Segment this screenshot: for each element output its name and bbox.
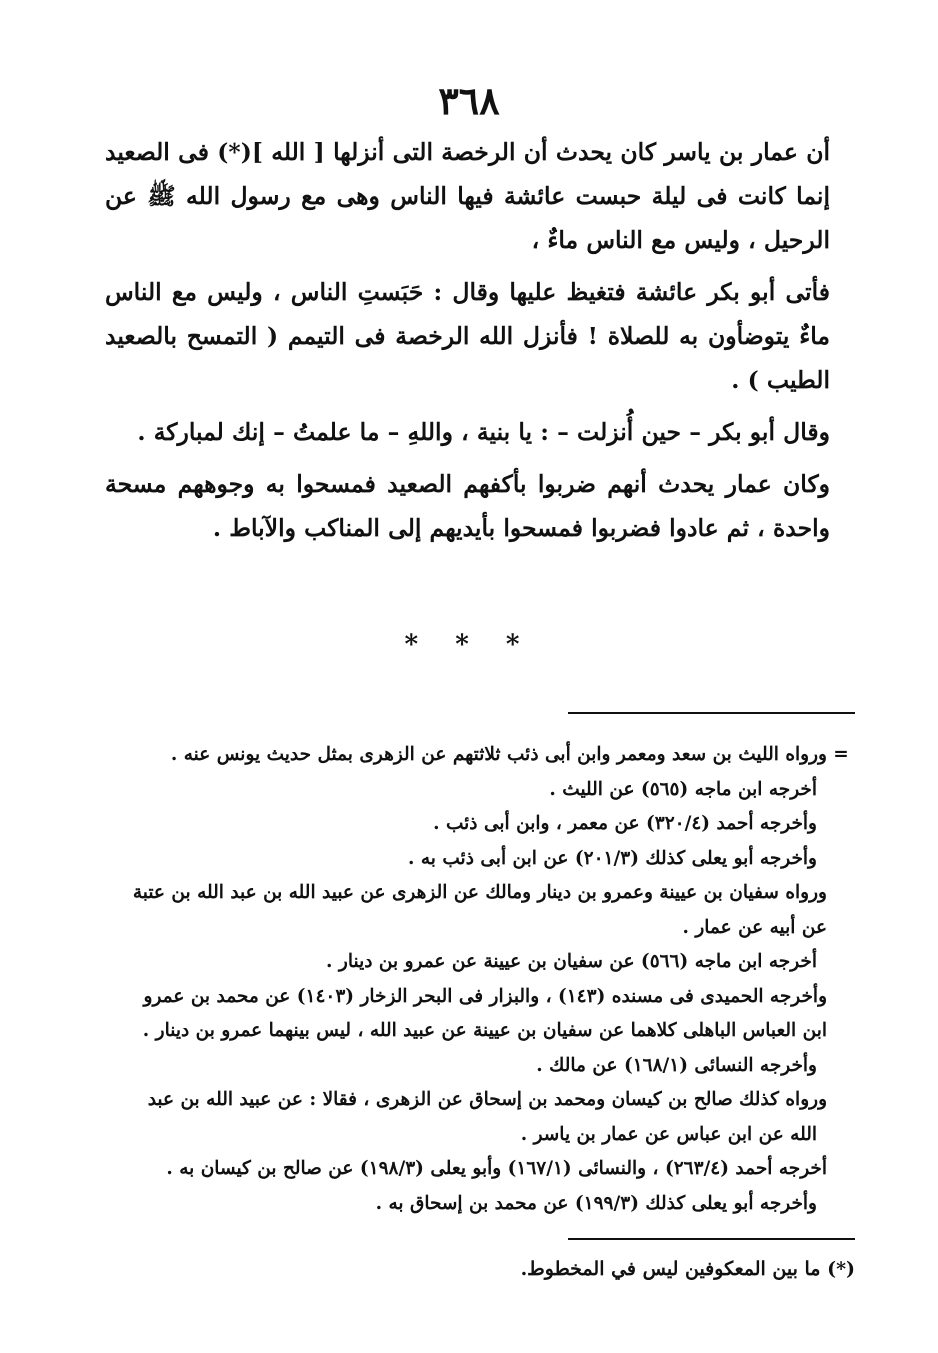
footnote-divider-bottom xyxy=(568,1238,855,1240)
main-paragraph: أن عمار بن ياسر كان يحدث أن الرخصة التى أنزلها [ الله ](*) فى الصعيد إنما كانت فى ليلة حبست عائشة فيها الناس وهى مع رسول الله ﷺ عن الرحيل ، وليس مع الناس ماءٌ ، xyxy=(105,138,830,254)
main-paragraph: فأتى أبو بكر عائشة فتغيظ عليها وقال : حَبَستِ الناس ، وليس مع الناس ماءٌ يتوضأون به للصلاة ! فأنزل الله الرخصة فى التيمم ( التمسح بالصعيد الطيب ) . xyxy=(105,278,830,394)
asterisk-footnote: (*) ما بين المعكوفين ليس في المخطوط. xyxy=(520,1258,855,1280)
footnote-line: وأخرجه النسائى (١٦٨/١) عن مالك . xyxy=(536,1054,817,1076)
page-number: ٣٦٨ xyxy=(438,78,500,123)
footnote-line: أخرجه ابن ماجه (٥٦٦) عن سفيان بن عيينة عن عمرو بن دينار . xyxy=(326,951,817,972)
footnote-divider-top xyxy=(568,712,855,714)
footnote-line: وأخرجه أحمد (٣٢٠/٤) عن معمر ، وابن أبى ذئب . xyxy=(433,813,817,834)
main-paragraph: وكان عمار يحدث أنهم ضربوا بأكفهم الصعيد فمسحوا به وجوههم مسحة واحدة ، ثم عادوا فضربوا فمسحوا بأيديهم إلى المناكب والآباط . xyxy=(105,470,830,542)
continuation-mark: = xyxy=(833,744,849,765)
footnote-line: ابن العباس الباهلى كلاهما عن سفيان بن عيينة عن عبيد الله ، ليس بينهما عمرو بن دينار . xyxy=(142,1020,827,1041)
footnote-line: أخرجه ابن ماجه (٥٦٥) عن الليث . xyxy=(549,778,817,800)
footnotes xyxy=(105,738,855,1221)
footnote-line: وأخرجه أبو يعلى كذلك (١٩٩/٣) عن محمد بن إسحاق به . xyxy=(375,1192,817,1214)
footnote-line: عن أبيه عن عمار . xyxy=(682,916,827,938)
main-paragraph: وقال أبو بكر – حين أُنزلت – : يا بنية ، واللهِ – ما علمتُ – إنك لمباركة . xyxy=(137,418,830,446)
footnote-line: ورواه سفيان بن عيينة وعمرو بن دينار ومالك عن الزهرى عن عبيد الله بن عبد الله بن عتبة xyxy=(132,882,827,903)
footnote-line xyxy=(105,738,855,773)
footnote-line: أخرجه أحمد (٢٦٣/٤) ، والنسائى (١٦٧/١) وأبو يعلى (١٩٨/٣) عن صالح بن كيسان به . xyxy=(166,1158,827,1179)
main-text xyxy=(105,130,830,558)
footnote-line: الله عن ابن عباس عن عمار بن ياسر . xyxy=(520,1123,817,1145)
footnote-line-text: ورواه الليث بن سعد ومعمر وابن أبى ذئب ثلاثتهم عن الزهرى بمثل حديث يونس عنه . xyxy=(170,744,827,765)
footnote-line: ورواه كذلك صالح بن كيسان ومحمد بن إسحاق عن الزهرى ، فقالا : عن عبيد الله بن عبد xyxy=(147,1089,827,1110)
footnote-line: وأخرجه الحميدى فى مسنده (١٤٣) ، والبزار فى البحر الزخار (١٤٠٣) عن محمد بن عمرو xyxy=(143,985,827,1007)
footnote-line: وأخرجه أبو يعلى كذلك (٢٠١/٣) عن ابن أبى ذئب به . xyxy=(408,847,817,869)
section-separator: * * * xyxy=(404,630,534,660)
